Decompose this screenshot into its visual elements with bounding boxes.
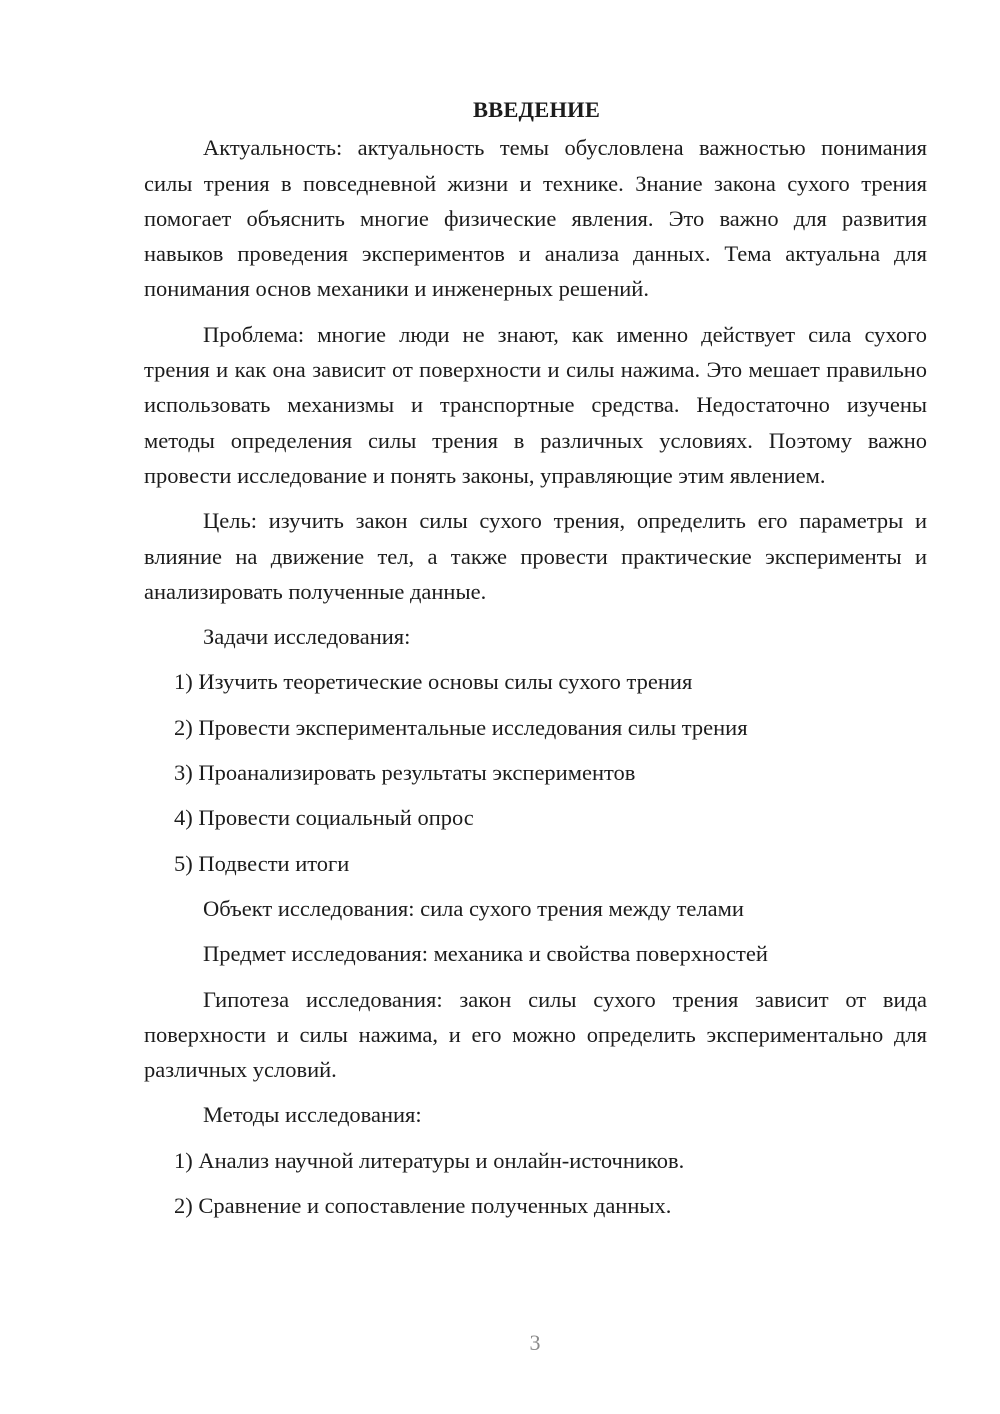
task-item: 4) Провести социальный опрос — [174, 805, 474, 831]
task-item: 5) Подвести итоги — [174, 850, 350, 876]
task-item: 1) Изучить теоретические основы силы сухого трения — [174, 669, 693, 695]
tasks-heading: Задачи исследования: — [203, 624, 411, 650]
problem-paragraph: Проблема: многие люди не знают, как именно действует сила сухого трения и как она зависит от поверхности и силы нажима. Это мешает правильно использовать механизмы и транспортные средства. Недостаточно изучены методы определения силы трения в различных условиях. Поэтому важно провести исследование и понять законы, управляющие этим явлением. — [144, 321, 927, 488]
task-item: 2) Провести экспериментальные исследования силы трения — [174, 714, 748, 740]
method-item: 1) Анализ научной литературы и онлайн-источников. — [174, 1147, 685, 1173]
research-object: Объект исследования: сила сухого трения между телами — [203, 895, 744, 921]
research-subject: Предмет исследования: механика и свойства поверхностей — [203, 941, 768, 967]
page-content — [144, 92, 927, 1233]
method-item: 2) Сравнение и сопоставление полученных данных. — [174, 1193, 672, 1219]
task-item: 3) Проанализировать результаты экспериментов — [174, 760, 636, 786]
page-number: 3 — [529, 1330, 541, 1355]
methods-heading: Методы исследования: — [203, 1102, 422, 1128]
relevance-paragraph: Актуальность: актуальность темы обусловлена важностью понимания силы трения в повседневной жизни и технике. Знание закона сухого трения помогает объяснить многие физические явления. Это важно для развития навыков проведения экспериментов и анализа данных. Тема актуальна для понимания основ механики и инженерных решений. — [144, 135, 927, 302]
section-title: ВВЕДЕНИЕ — [472, 97, 601, 122]
hypothesis-paragraph: Гипотеза исследования: закон силы сухого трения зависит от вида поверхности и силы нажима, и его можно определить экспериментально для различных условий. — [144, 986, 927, 1083]
goal-paragraph: Цель: изучить закон силы сухого трения, определить его параметры и влияние на движение тел, а также провести практические эксперименты и анализировать полученные данные. — [144, 508, 927, 604]
